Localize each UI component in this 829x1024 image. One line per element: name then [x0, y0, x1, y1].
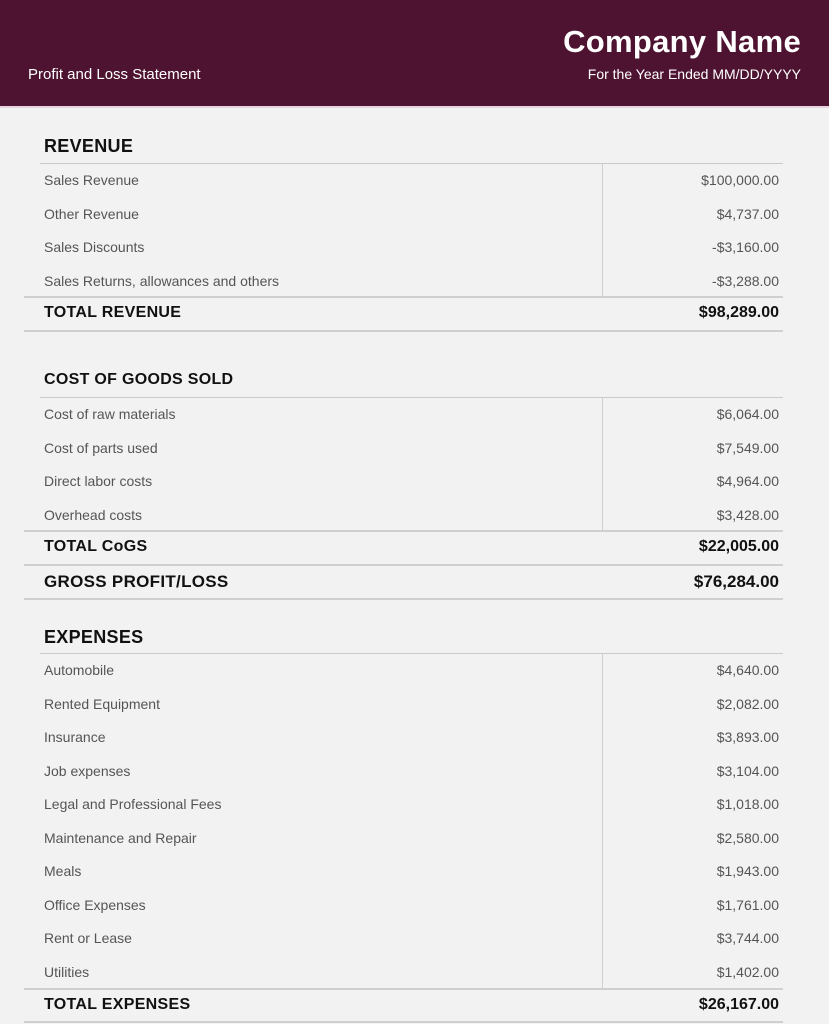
row-label: Job expenses	[44, 762, 131, 779]
row-label: Office Expenses	[44, 896, 146, 913]
total-label: TOTAL EXPENSES	[44, 996, 191, 1013]
row-label: Overhead costs	[44, 506, 143, 523]
row-label: Cost of raw materials	[44, 406, 176, 422]
row-label: Rent or Lease	[44, 930, 132, 946]
row-value: $1,761.00	[716, 896, 779, 913]
row-label: Direct labor costs	[44, 473, 153, 489]
document-title: Profit and Loss Statement	[28, 66, 201, 83]
table-row	[0, 432, 829, 466]
table-row	[0, 688, 829, 722]
total-expenses-row	[0, 989, 829, 1022]
row-label: Legal and Professional Fees	[44, 796, 222, 812]
row-value: $3,104.00	[716, 762, 779, 779]
table-row	[0, 822, 829, 856]
row-value: $6,064.00	[716, 406, 779, 422]
row-value: $1,018.00	[716, 796, 779, 812]
table-row	[0, 755, 829, 789]
row-value: $3,893.00	[716, 729, 779, 745]
row-label: Sales Returns, allowances and others	[44, 272, 280, 289]
row-label: Automobile	[44, 662, 115, 678]
header-band	[0, 0, 829, 108]
reporting-period: For the Year Ended MM/DD/YYYY	[587, 66, 801, 82]
divider	[24, 330, 783, 332]
row-label: Cost of parts used	[44, 439, 158, 456]
table-row	[0, 889, 829, 923]
row-value: $2,082.00	[716, 695, 779, 712]
divider	[24, 598, 783, 600]
row-value: -$3,160.00	[712, 239, 779, 255]
table-row	[0, 164, 829, 198]
total-label: TOTAL REVENUE	[44, 304, 182, 321]
row-value: $7,549.00	[716, 439, 779, 456]
total-label: TOTAL CoGS	[44, 538, 148, 555]
company-name: Company Name	[563, 24, 801, 59]
row-value: $3,744.00	[716, 930, 779, 946]
total-value: $26,167.00	[698, 996, 779, 1013]
row-label: Sales Revenue	[44, 172, 139, 188]
row-label: Meals	[44, 863, 82, 879]
row-value: $3,428.00	[716, 506, 779, 523]
table-row	[0, 855, 829, 889]
table-row	[0, 654, 829, 688]
table-row	[0, 499, 829, 533]
row-value: $4,964.00	[716, 473, 779, 489]
row-value: -$3,288.00	[712, 272, 779, 289]
table-row	[0, 788, 829, 822]
row-label: Other Revenue	[44, 205, 139, 222]
table-row	[0, 265, 829, 299]
divider	[24, 1021, 783, 1023]
table-row	[0, 231, 829, 265]
total-value: $98,289.00	[698, 304, 779, 321]
row-value: $2,580.00	[716, 829, 779, 846]
table-row	[0, 922, 829, 956]
section-title-expenses: EXPENSES	[44, 627, 144, 647]
section-title-revenue: REVENUE	[44, 136, 134, 156]
table-row	[0, 956, 829, 990]
row-label: Sales Discounts	[44, 239, 145, 255]
row-value: $4,737.00	[716, 205, 779, 222]
row-value: $4,640.00	[716, 662, 779, 678]
table-row	[0, 398, 829, 432]
total-cogs-row	[0, 531, 829, 564]
row-label: Utilities	[44, 963, 90, 980]
row-value: $1,402.00	[716, 963, 779, 980]
row-label: Maintenance and Repair	[44, 829, 197, 846]
table-row	[0, 465, 829, 499]
section-title-cogs: COST OF GOODS SOLD	[44, 371, 234, 388]
total-value: $22,005.00	[698, 538, 779, 555]
table-row	[0, 198, 829, 232]
total-revenue-row	[0, 297, 829, 330]
gross-profit-row	[0, 565, 829, 598]
table-row	[0, 721, 829, 755]
gross-profit-value: $76,284.00	[693, 572, 779, 591]
row-label: Insurance	[44, 729, 106, 745]
row-value: $1,943.00	[716, 863, 779, 879]
row-value: $100,000.00	[701, 172, 779, 188]
gross-profit-label: GROSS PROFIT/LOSS	[44, 572, 229, 591]
row-label: Rented Equipment	[44, 695, 160, 712]
